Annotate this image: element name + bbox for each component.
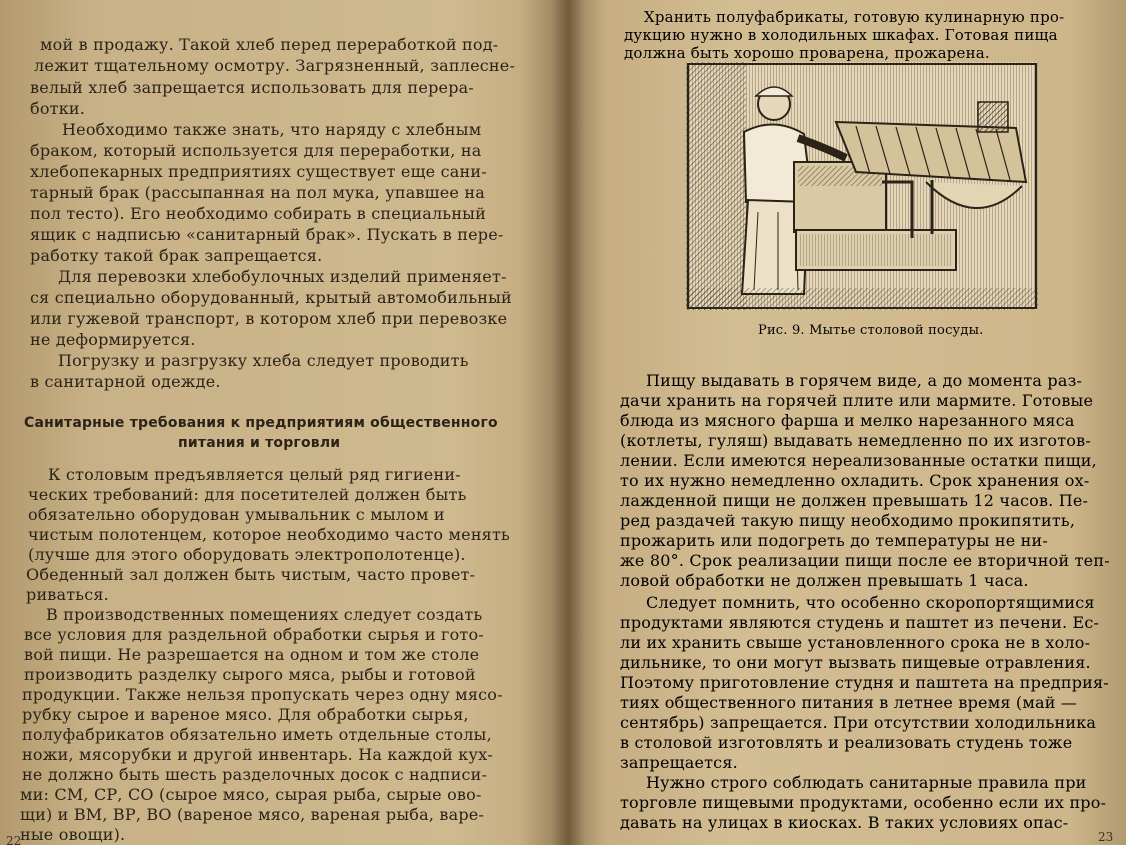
figure-caption: Рис. 9. Мытье столовой посуды.	[758, 323, 984, 338]
text-line: дильнике, то они могут вызвать пищевые отравления.	[620, 653, 1091, 672]
text-line: тарный брак (рассыпанная на пол мука, упавшее на	[30, 183, 485, 202]
left-page	[0, 0, 560, 845]
text-line: чистым полотенцем, которое необходимо часто менять	[28, 525, 510, 544]
text-line: же 80°. Срок реализации пищи после ее вторичной теп-	[620, 551, 1110, 570]
page-number-right: 23	[1098, 830, 1114, 844]
text-line: блюда из мясного фарша и мелко нарезанного мяса	[620, 411, 1075, 430]
section-heading-line1: Санитарные требования к предприятиям общественного	[24, 415, 498, 431]
text-line: ред раздачей такую пищу необходимо прокипятить,	[620, 511, 1076, 530]
text-line: в санитарной одежде.	[30, 372, 221, 391]
text-line: продукции. Также нельзя пропускать через одну мясо-	[22, 685, 503, 704]
text-line: Необходимо также знать, что наряду с хлебным	[62, 120, 482, 139]
text-line: (лучше для этого оборудовать электрополотенце).	[28, 545, 466, 564]
text-line: ные овощи).	[20, 825, 126, 844]
text-line: производить разделку сырого мяса, рыбы и готовой	[24, 665, 476, 684]
text-line: Следует помнить, что особенно скоропортящимися	[646, 593, 1095, 612]
text-line: должна быть хорошо проварена, прожарена.	[624, 44, 990, 62]
text-line: полуфабрикатов обязательно иметь отдельные столы,	[22, 725, 492, 744]
text-line: прожарить или подогреть до температуры не ни-	[620, 531, 1048, 550]
text-line: Обеденный зал должен быть чистым, часто провет-	[26, 565, 476, 584]
text-line: В производственных помещениях следует создать	[46, 605, 483, 624]
text-line: не должно быть шесть разделочных досок с надписи-	[22, 765, 488, 784]
text-line: ся специально оборудованный, крытый автомобильный	[30, 288, 512, 307]
text-line: щи) и ВМ, ВР, ВО (вареное мясо, вареная рыба, варе-	[20, 805, 485, 824]
text-line: ми: СМ, СР, СО (сырое мясо, сырая рыба, сырые ово-	[20, 785, 482, 804]
text-line: запрещается.	[620, 753, 738, 772]
text-line: ческих требований: для посетителей должен быть	[28, 485, 467, 504]
text-line: мой в продажу. Такой хлеб перед переработкой под-	[40, 35, 499, 54]
text-line: торговле пищевыми продуктами, особенно если их про-	[620, 793, 1107, 812]
page-number-left: 22	[6, 834, 22, 845]
text-line: лажденной пищи не должен превышать 12 часов. Пе-	[620, 491, 1089, 510]
engraving-illustration	[686, 62, 1038, 310]
text-line: Хранить полуфабрикаты, готовую кулинарную про-	[644, 8, 1065, 26]
text-line: работку такой брак запрещается.	[30, 246, 323, 265]
text-line: не деформируется.	[30, 330, 196, 349]
text-line: ящик с надписью «санитарный брак». Пускать в пере-	[30, 225, 504, 244]
text-line: вой пищи. Не разрешается на одном и том же столе	[24, 645, 480, 664]
text-line: Погрузку и разгрузку хлеба следует проводить	[58, 351, 469, 370]
text-line: велый хлеб запрещается использовать для перера-	[30, 78, 474, 97]
text-line: ботки.	[30, 99, 86, 118]
text-line: браком, который используется для переработки, на	[30, 141, 482, 160]
text-line: рубку сырое и вареное мясо. Для обработки сырья,	[22, 705, 469, 724]
gutter-shadow-right	[566, 0, 606, 845]
text-line: хлебопекарных предприятиях существует еще сани-	[30, 162, 487, 181]
text-line: тиях общественного питания в летнее время (май —	[620, 693, 1078, 712]
text-line: лении. Если имеются нереализованные остатки пищи,	[620, 451, 1097, 470]
text-line: лежит тщательному осмотру. Загрязненный, заплесне-	[34, 56, 516, 75]
text-line: или гужевой транспорт, в котором хлеб при перевозке	[30, 309, 508, 328]
section-heading-line2: питания и торговли	[178, 435, 341, 451]
text-line: ножи, мясорубки и другой инвентарь. На каждой кух-	[22, 745, 493, 764]
text-line: ловой обработки не должен превышать 1 часа.	[620, 571, 1029, 590]
text-line: пол тесто). Его необходимо собирать в специальный	[30, 204, 486, 223]
text-line: Нужно строго соблюдать санитарные правила при	[646, 773, 1087, 792]
text-line: в столовой изготовлять и реализовать студень тоже	[620, 733, 1073, 752]
text-line: (котлеты, гуляш) выдавать немедленно по их изготов-	[620, 431, 1091, 450]
text-line: то их нужно немедленно охладить. Срок хранения ох-	[620, 471, 1090, 490]
text-line: Поэтому приготовление студня и паштета на предприя-	[620, 673, 1109, 692]
text-line: ли их хранить свыше установленного срока не в холо-	[620, 633, 1091, 652]
text-line: давать на улицах в киосках. В таких условиях опас-	[620, 813, 1069, 832]
text-line: Для перевозки хлебобулочных изделий применяет-	[58, 267, 507, 286]
text-line: сентябрь) запрещается. При отсутствии холодильника	[620, 713, 1097, 732]
figure-dishwashing-illustration	[686, 62, 1038, 310]
text-line: риваться.	[26, 585, 109, 604]
text-line: дукцию нужно в холодильных шкафах. Готовая пища	[624, 26, 1058, 44]
text-line: все условия для раздельной обработки сырья и гото-	[24, 625, 484, 644]
text-line: Пищу выдавать в горячем виде, а до момента раз-	[646, 371, 1083, 390]
text-line: К столовым предъявляется целый ряд гигиени-	[48, 465, 461, 484]
text-line: дачи хранить на горячей плите или мармите. Готовые	[620, 391, 1094, 410]
text-line: обязательно оборудован умывальник с мылом и	[28, 505, 445, 524]
text-line: продуктами являются студень и паштет из печени. Ес-	[620, 613, 1100, 632]
